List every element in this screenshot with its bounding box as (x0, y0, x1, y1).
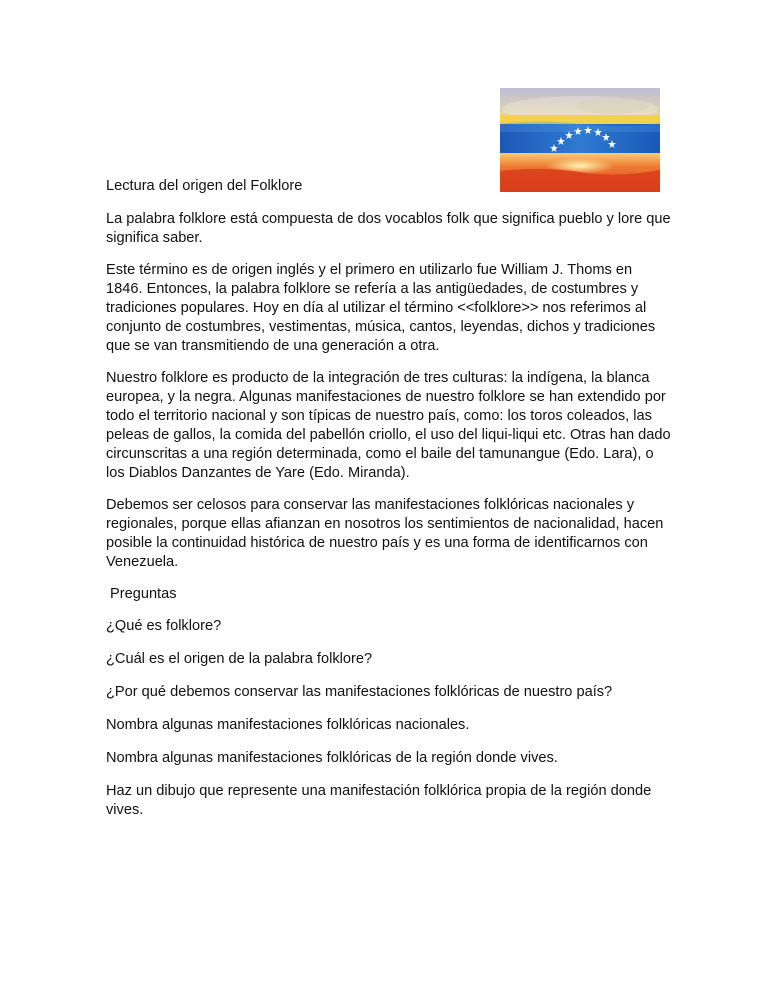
question-item: Nombra algunas manifestaciones folklóricas de la región donde vives. (106, 750, 558, 766)
document-content (106, 177, 672, 834)
question-item: ¿Por qué debemos conservar las manifestaciones folklóricas de nuestro país? (106, 684, 613, 700)
question-item: Nombra algunas manifestaciones folklóricas nacionales. (106, 717, 470, 733)
question-item: ¿Qué es folklore? (106, 618, 222, 634)
questions-heading: Preguntas (110, 586, 177, 602)
paragraph-conservation: Debemos ser celosos para conservar las manifestaciones folklóricas nacionales y regionales, porque ellas afianzan en nosotros los sentimientos de nacionalidad, hacen posible la continuidad histórica de nuestro país y es una forma de identificarnos con Venezuela. (106, 497, 664, 570)
document-title: Lectura del origen del Folklore (106, 178, 303, 194)
question-item: Haz un dibujo que represente una manifestación folklórica propia de la región donde vives. (106, 783, 652, 818)
question-item: ¿Cuál es el origen de la palabra folklore? (106, 651, 373, 667)
paragraph-origin: La palabra folklore está compuesta de dos vocablos folk que significa pueblo y lore que significa saber. (106, 211, 671, 246)
paragraph-culture: Nuestro folklore es producto de la integración de tres culturas: la indígena, la blanca europea, y la negra. Algunas manifestaciones de nuestro folklore se han extendido por todo el territorio nacional y son típicas de nuestro país, como: los toros coleados, las peleas de gallos, la comida del pabellón criollo, el uso del liqui-liqui etc. Otras han dado circunscritas a una región determinada, como el baile del tamunangue (Edo. Lara), o los Diablos Danzantes de Yare (Edo. Miranda). (106, 370, 671, 481)
paragraph-history: Este término es de origen inglés y el primero en utilizarlo fue William J. Thoms en 1846. Entonces, la palabra folklore se refería a las antigüedades, de costumbres y tradiciones populares. Hoy en día al utilizar el término <<folklore>> nos referimos al conjunto de costumbres, vestimentas, música, cantos, leyendas, dichos y tradiciones que se van transmitiendo de una generación a otra. (106, 262, 656, 354)
